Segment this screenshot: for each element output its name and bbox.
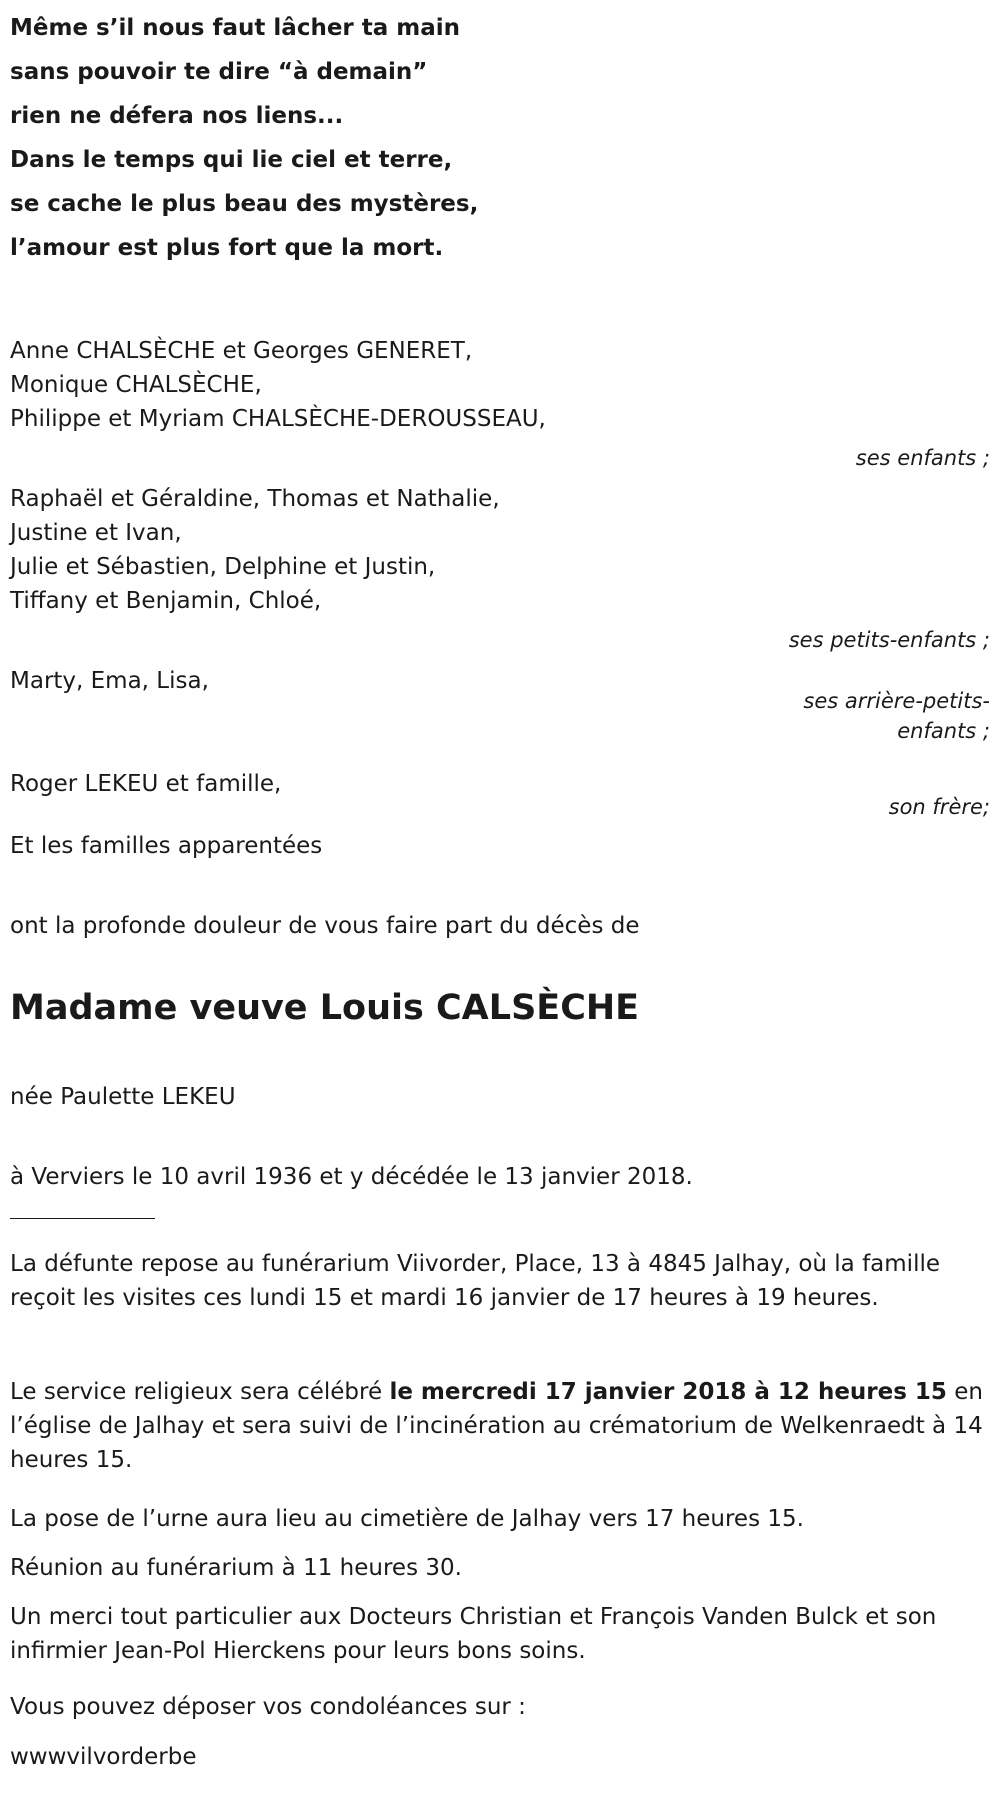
brother-role: son frère; bbox=[888, 795, 990, 819]
role-line: ses arrière-petits- bbox=[803, 689, 990, 713]
children-names bbox=[10, 334, 990, 436]
meeting-paragraph: Réunion au funérarium à 11 heures 30. bbox=[10, 1555, 462, 1581]
family-name-line: Philippe et Myriam CHALSÈCHE-DEROUSSEAU, bbox=[10, 406, 546, 432]
family-name-line: Julie et Sébastien, Delphine et Justin, bbox=[10, 554, 436, 580]
website-link[interactable]: wwwvilvorderbe bbox=[10, 1744, 197, 1770]
service-paragraph bbox=[10, 1375, 986, 1477]
birth-name: née Paulette LEKEU bbox=[10, 1084, 236, 1110]
urn-paragraph: La pose de l’urne aura lieu au cimetière de Jalhay vers 17 heures 15. bbox=[10, 1506, 804, 1532]
service-text: Le service religieux sera célébré bbox=[10, 1379, 390, 1405]
family-name-line: Marty, Ema, Lisa, bbox=[10, 668, 209, 694]
condolences-paragraph: Vous pouvez déposer vos condoléances sur : bbox=[10, 1694, 526, 1720]
family-name-line: Anne CHALSÈCHE et Georges GENERET, bbox=[10, 338, 473, 364]
family-name-line: Tiffany et Benjamin, Chloé, bbox=[10, 588, 322, 614]
birth-death-dates: à Verviers le 10 avril 1936 et y décédée le 13 janvier 2018. bbox=[10, 1164, 693, 1190]
poem bbox=[10, 6, 570, 270]
great-grandchildren-role bbox=[803, 686, 990, 746]
deceased-name: Madame veuve Louis CALSÈCHE bbox=[10, 988, 640, 1028]
children-role: ses enfants ; bbox=[855, 446, 990, 470]
family-name-line: Raphaël et Géraldine, Thomas et Nathalie, bbox=[10, 486, 500, 512]
family-name-line: Justine et Ivan, bbox=[10, 520, 182, 546]
thanks-paragraph: Un merci tout particulier aux Docteurs Christian et François Vanden Bulck et son infirmier Jean-Pol Hierckens pour leurs bons soins. bbox=[10, 1604, 937, 1664]
brother-names bbox=[10, 767, 990, 801]
grandchildren-names bbox=[10, 482, 990, 618]
divider bbox=[10, 1218, 155, 1219]
poem-line: rien ne défera nos liens... bbox=[10, 103, 344, 129]
related-families: Et les familles apparentées bbox=[10, 833, 323, 859]
repose-paragraph: La défunte repose au funérarium Viivorder, Place, 13 à 4845 Jalhay, où la famille reçoit les visites ces lundi 15 et mardi 16 janvier de 17 heures à 19 heures. bbox=[10, 1251, 941, 1311]
role-line: enfants ; bbox=[897, 719, 990, 743]
poem-line: se cache le plus beau des mystères, bbox=[10, 191, 479, 217]
service-text: en l’église de Jalhay et sera suivi de l’incinération au crématorium de Welkenraedt à 14 heures 15. bbox=[10, 1379, 983, 1473]
poem-line: Dans le temps qui lie ciel et terre, bbox=[10, 147, 453, 173]
family-name-line: Roger LEKEU et famille, bbox=[10, 771, 282, 797]
grandchildren-role: ses petits-enfants ; bbox=[788, 628, 990, 652]
service-date: le mercredi 17 janvier 2018 à 12 heures 15 bbox=[389, 1379, 947, 1405]
poem-line: Même s’il nous faut lâcher ta main bbox=[10, 15, 461, 41]
family-name-line: Monique CHALSÈCHE, bbox=[10, 372, 262, 398]
poem-line: l’amour est plus fort que la mort. bbox=[10, 235, 444, 261]
announcement: ont la profonde douleur de vous faire part du décès de bbox=[10, 913, 640, 939]
poem-line: sans pouvoir te dire “à demain” bbox=[10, 59, 428, 85]
